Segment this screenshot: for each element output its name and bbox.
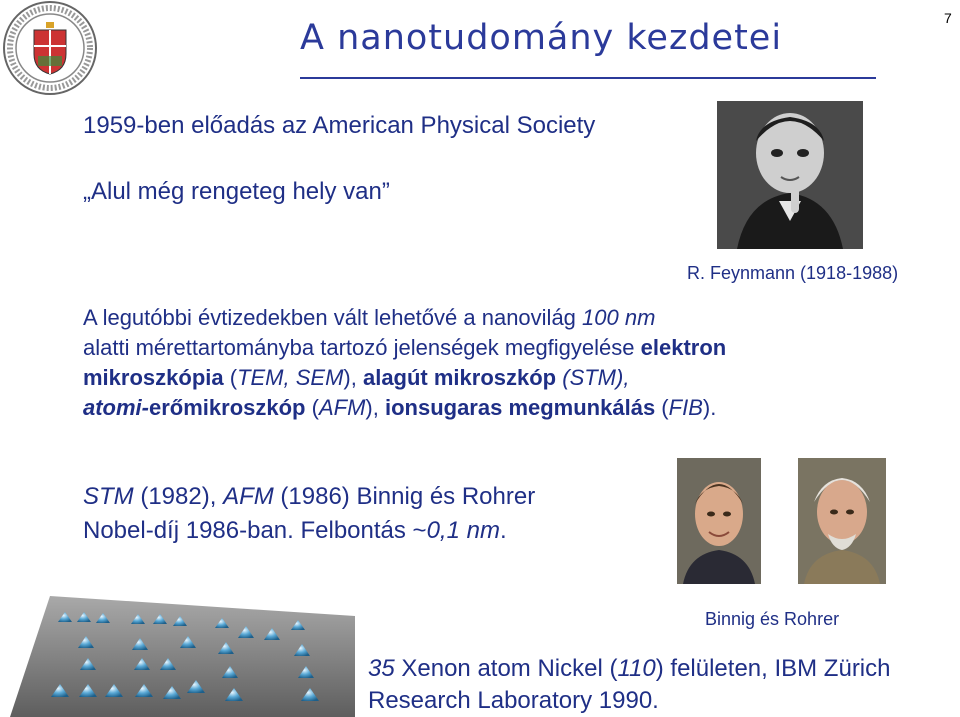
- ibm-xenon-atoms-image: [10, 596, 355, 717]
- university-seal-icon: [2, 0, 98, 96]
- title-underline: [300, 77, 876, 79]
- paragraph-line-4: atomi-erőmikroszkóp (AFM), ionsugaras megmunkálás (FIB).: [83, 395, 717, 420]
- xenon-line-2: Research Laboratory 1990.: [368, 687, 659, 714]
- feynman-photo: [717, 101, 863, 249]
- binnig-photo: [677, 458, 761, 584]
- stm-line-1: STM (1982), AFM (1986) Binnig és Rohrer: [83, 483, 536, 510]
- intro-line-2: „Alul még rengeteg hely van”: [83, 178, 390, 205]
- paragraph-line-2: alatti mérettartományba tartozó jelenségek megfigyelése elektron: [83, 335, 727, 360]
- main-paragraph: [83, 303, 943, 423]
- feynman-caption: R. Feynmann (1918-1988): [687, 263, 899, 283]
- paragraph-line-3: mikroszkópia (TEM, SEM), alagút mikroszkóp (STM),: [83, 365, 630, 390]
- paragraph-line-1: A legutóbbi évtizedekben vált lehetővé a nanovilág 100 nm: [83, 305, 656, 330]
- slide-title: A nanotudomány kezdetei: [300, 18, 783, 58]
- intro-line-1: 1959-ben előadás az American Physical Society: [83, 112, 596, 139]
- binnig-rohrer-caption: Binnig és Rohrer: [705, 609, 840, 629]
- page-number: 7: [944, 10, 952, 26]
- xenon-caption: [368, 653, 958, 717]
- rohrer-photo: [798, 458, 886, 584]
- xenon-line-1: 35 Xenon atom Nickel (110) felületen, IBM Zürich: [368, 655, 891, 682]
- stm-afm-text: [83, 480, 535, 548]
- stm-line-2: Nobel-díj 1986-ban. Felbontás ~0,1 nm.: [83, 517, 507, 544]
